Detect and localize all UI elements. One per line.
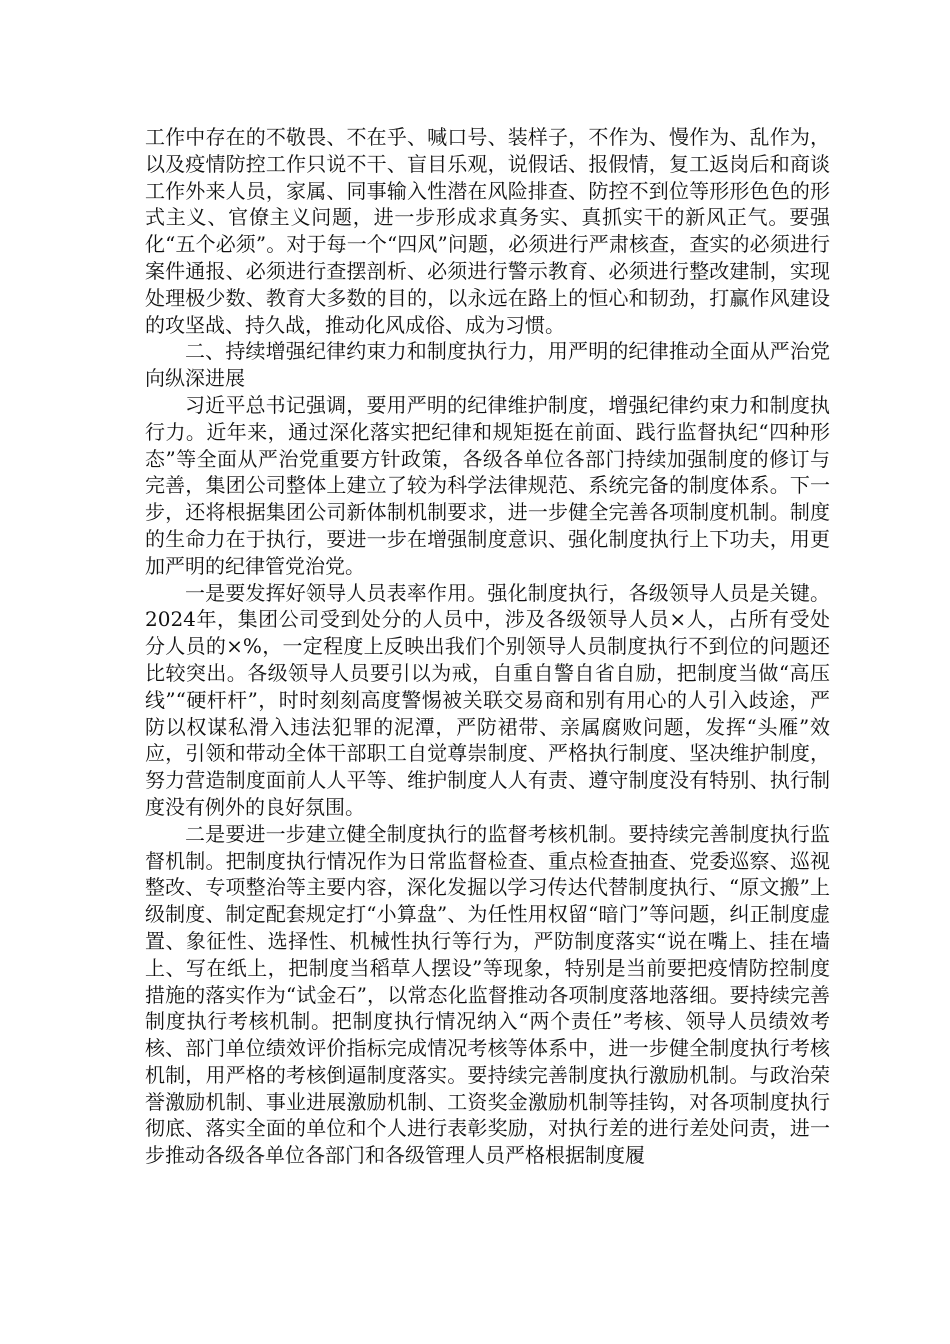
paragraph-supervision-mechanism: 二是要进一步建立健全制度执行的监督考核机制。要持续完善制度执行监督机制。把制度执行情况作为日常监督检查、重点检查抽查、党委巡察、巡视整改、专项整治等主要内容，深化发掘以学习传达代替制度执行、“原文搬”上级制度、制定配套规定打“小算盘”、为任性用权留“暗门”等问题，纠正制度虚置、象征性、选择性、机械性执行等行为，严防制度落实“说在嘴上、挂在墙上、写在纸上，把制度当稻草人摆设”等现象，特别是当前要把疫情防控制度措施的落实作为“试金石”，以常态化监督推动各项制度落地落细。要持续完善制度执行考核机制。把制度执行情况纳入“两个责任”考核、领导人员绩效考核、部门单位绩效评价指标完成情况考核等体系中，进一步健全制度执行考核机制，用严格的考核倒逼制度落实。要持续完善制度执行激励机制。与政治荣誉激励机制、事业进展激励机制、工资奖金激励机制等挂钩，对各项制度执行彻底、落实全面的单位和个人进行表彰奖励，对执行差的进行差处问责，进一步推动各级各单位各部门和各级管理人员严格根据制度履 — [145, 821, 830, 1168]
paragraph-leaders-example: 一是要发挥好领导人员表率作用。强化制度执行，各级领导人员是关键。2024年，集团公司受到处分的人员中，涉及各级领导人员×人，占所有受处分人员的×%，一定程度上反映出我们个别领导人员制度执行不到位的问题还比较突出。各级领导人员要引以为戒，自重自警自省自励，把制度当做“高压线”“硬杆杆”，时时刻刻高度警惕被关联交易商和别有用心的人引入歧途，严防以权谋私滑入违法犯罪的泥潭，严防裙带、亲属腐败问题，发挥“头雁”效应，引领和带动全体干部职工自觉尊崇制度、严格执行制度、坚决维护制度，努力营造制度面前人人平等、维护制度人人有责、遵守制度没有特别、执行制度没有例外的良好氛围。 — [145, 580, 830, 819]
section-heading: 二、持续增强纪律约束力和制度执行力，用严明的纪律推动全面从严治党向纵深进展 — [145, 339, 830, 391]
paragraph-discipline-intro: 习近平总书记强调，要用严明的纪律维护制度，增强纪律约束力和制度执行力。近年来，通过深化落实把纪律和规矩挺在前面、践行监督执纪“四种形态”等全面从严治党重要方针政策，各级各单位各部门持续加强制度的修订与完善，集团公司整体上建立了较为科学法律规范、系统完备的制度体系。下一步，还将根据集团公司新体制机制要求，进一步健全完善各项制度机制。制度的生命力在于执行，要进一步在增强制度意识、强化制度执行上下功夫，用更加严明的纪律管党治党。 — [145, 392, 830, 578]
paragraph-continuation: 工作中存在的不敬畏、不在乎、喊口号、装样子，不作为、慢作为、乱作为，以及疫情防控工作只说不干、盲目乐观，说假话、报假情，复工返岗后和商谈工作外来人员，家属、同事输入性潜在风险排查、防控不到位等形形色色的形式主义、官僚主义问题，进一步形成求真务实、真抓实干的新风正气。要强化“五个必须”。对于每一个“四风”问题，必须进行严肃核查，查实的必须进行案件通报、必须进行查摆剖析、必须进行警示教育、必须进行整改建制，实现处理极少数、教育大多数的目的，以永远在路上的恒心和韧劲，打赢作风建设的攻坚战、持久战，推动化风成俗、成为习惯。 — [145, 125, 830, 337]
document-page — [145, 124, 830, 1169]
